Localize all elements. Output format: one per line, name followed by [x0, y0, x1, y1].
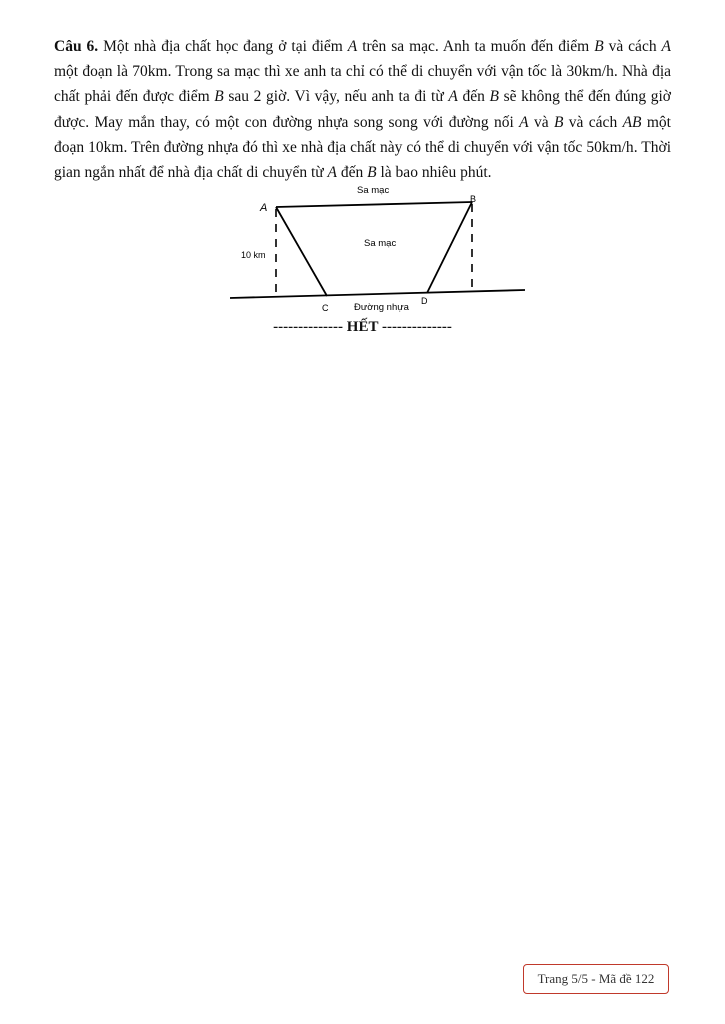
point-b: B [214, 88, 224, 106]
question-text: sẽ không thể đến đúng giờ được. May mắn thay, có một con đường nhựa song song với đường nối [54, 88, 671, 131]
label-desert-mid: Sa mạc [364, 238, 397, 249]
question-text: Một nhà địa chất học đang ở tại điểm [98, 38, 348, 55]
question-text: sau 2 giờ. Vì vậy, nếu anh ta đi từ [223, 88, 449, 106]
label-desert-top: Sa mạc [357, 185, 390, 196]
label-c: C [322, 303, 329, 313]
distance-70: 70km [132, 63, 168, 81]
end-marker: -------------- HẾT -------------- [273, 319, 452, 335]
point-b: B [367, 164, 377, 182]
segment-bd-line [427, 202, 472, 293]
question-text: đến [457, 88, 490, 106]
speed-30: 30km/h [566, 63, 614, 81]
label-road: Đường nhựa [354, 302, 409, 313]
question-text: và cách [603, 38, 662, 55]
point-b: B [553, 113, 564, 131]
question-text: . Trong sa mạc thì xe anh ta chỉ có thể di chuyển với vận tốc là [167, 63, 567, 81]
question-text: và [528, 113, 554, 131]
label-distance: 10 km [241, 250, 266, 260]
question-text: một đoạn [54, 113, 671, 156]
segment-ab-line [276, 202, 472, 207]
figure-svg [228, 180, 528, 315]
point-a: A [347, 38, 358, 55]
geometry-figure [228, 180, 528, 315]
question-text: là bao nhiêu phút. [376, 164, 492, 182]
page-footer: Trang 5/5 - Mã đề 122 [523, 964, 669, 994]
point-a: A [661, 38, 671, 55]
point-b: B [594, 38, 604, 55]
question-text: . Nhà địa chất phải đến được điểm [54, 63, 672, 106]
label-d: D [421, 296, 428, 306]
label-a: A [260, 202, 268, 214]
speed-50: 50km/h [586, 138, 634, 156]
question-text: đến [337, 164, 368, 182]
segment-ab: AB [622, 113, 642, 131]
question-6 [54, 34, 671, 185]
road-line [230, 290, 525, 298]
question-text: . Trên đường nhựa đó thì xe nhà địa chất này có thể di chuyển với vận tốc [123, 138, 587, 156]
segment-ac-line [276, 207, 327, 296]
point-b: B [489, 88, 499, 106]
distance-10: 10km [88, 138, 124, 156]
question-label: Câu 6. [54, 38, 99, 55]
point-a: A [327, 164, 338, 182]
question-text: một đoạn là [54, 63, 133, 81]
question-text: . Thời gian ngắn nhất để nhà địa chất di chuyển từ [54, 138, 672, 182]
point-a: A [448, 88, 458, 106]
question-text: trên sa mạc. Anh ta muốn đến điểm [357, 38, 595, 55]
question-text: và cách [563, 113, 623, 131]
point-a: A [519, 113, 529, 131]
label-b: B [470, 194, 477, 204]
